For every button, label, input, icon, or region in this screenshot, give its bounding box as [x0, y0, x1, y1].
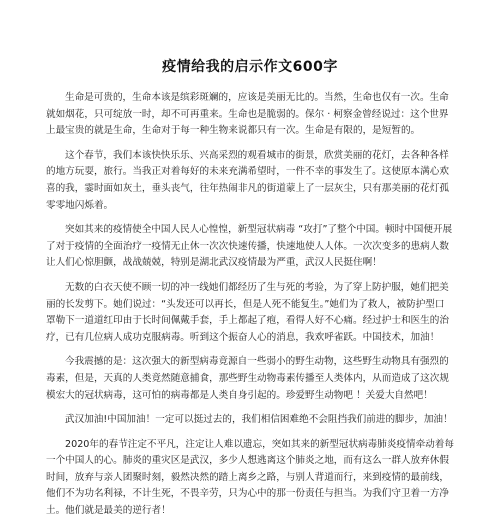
paragraph-2-text: 这个春节，我们本该快快乐乐、兴高采烈的观看城市的街景，欣赏美丽的花灯，去各种各样的地方玩耍，旅行。当我正对着每好的未来充满希望时，一件不幸的事发生了。这使原本满心欢喜的我，霎时面如灰土，垂头丧气，往年热闹非凡的街道蒙上了一层灰尘，只有那美丽的花灯孤零零地闪烁着。 [46, 149, 449, 211]
paragraph-5-text: 今我震撼的是：这次强大的新型病毒竟源自一些弱小的野生动物，这些野生动物具有强烈的毒素，但是，天真的人类竟然随意捕食，那些野生动物毒素传播至人类体内，从而造成了这次规模宏大的冠状病毒，这可怕的病毒都是人类自身引起的。珍爱野生动物吧 ！关爱大自然吧！ [46, 356, 449, 401]
paragraph-2 [46, 148, 454, 214]
paragraph-3-text: 突如其来的疫情使全中国人民人心惶惶，新型冠状病毒 “攻打”了整个中国。顿时中国便开展了对于疫情的全面治疗一疫情无止休一次次快速传播，快速地使人人体。一次次变多的患病人数让人们心惊胆颤，战战兢兢，特别是湖北武汉疫情最为严重，武汉人民挺住啊！ [46, 224, 453, 269]
paragraph-6-text: 武汉加油!中国加油！一定可以挺过去的，我们相信困难绝不会阻挡我们前进的脚步，加油！ [65, 414, 453, 426]
paragraph-4 [46, 280, 454, 346]
paragraph-5 [46, 354, 454, 404]
paragraph-1 [46, 90, 454, 140]
paragraph-1-text: 生命是可贵的，生命本该是缤彩斑斓的，应该是美丽无比的。当然，生命也仅有一次。生命就如烟花，只可绽放一时，却不可再重来。生命也是脆弱的。保尔 · 柯察金曾经说过：这个世界上最宝贵的就是生命，生命对于每一种生物来说都只有一次。生命是有限的，是短暂的。 [46, 92, 449, 137]
paragraph-7 [46, 437, 454, 520]
document-title: 疫情给我的启示作文600字 [162, 59, 338, 75]
paragraph-7-text: 2020年的春节注定不平凡，注定让人难以遗忘，突如其来的新型冠状病毒肺炎疫情牵动着每一个中国人的心。肺炎的重灾区是武汉，多少人想逃离这个肺炎之地，而有这么一群人放弃休假时间，放弃与亲人团聚时刻，毅然决然的踏上离乡之路，与别人背道而行，来到疫情的最前线，他们不为功名利禄，不计生死，不畏辛劳，只为心中的那一份责任与担当。为我们守卫着一方净土。他们就是最美的逆行者！ [46, 438, 454, 517]
paragraph-6 [46, 412, 454, 429]
paragraph-3 [46, 222, 454, 272]
paragraph-4-text: 无数的白衣天使不顾一切的冲一线她们都经历了生与死的考验，为了穿上防护服，她们把美丽的长发剪下。她们说过：“头发还可以再长，但是人死不能复生。”她们为了救人，被防护型口罩勒下一道道红印由于长时间佩戴手套，手上都起了疱，看得人好不心痛。经过护士和医生的治疗，已有几位病人成功克服病毒。听到这个振奋人心的消息，我欢呼雀跃。中国技术，加油！ [46, 281, 449, 343]
